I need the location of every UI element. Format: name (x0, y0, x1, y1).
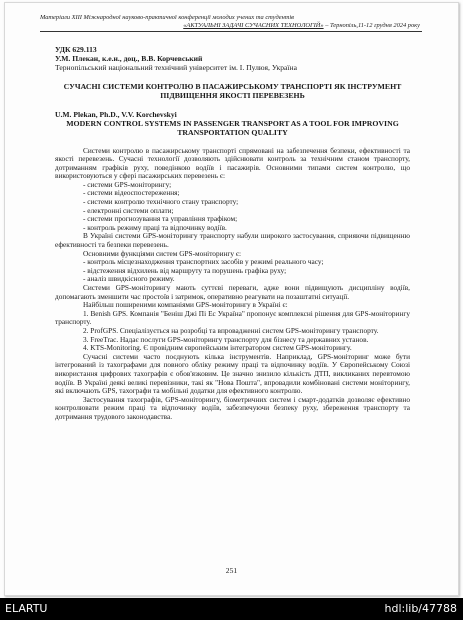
paragraph-gps-functions: Основними функціями систем GPS-моніторингу є: (83, 248, 242, 258)
list-item: - контроль режиму праці та відпочинку водіїв. (83, 222, 227, 232)
handle-identifier: hdl:lib/47788 (384, 602, 457, 615)
companies-list (55, 310, 410, 353)
company-item: 4. KTS-Monitoring. Є провідним європейським інтегратором систем GPS-моніторингу. (83, 343, 352, 353)
footer-bar (0, 598, 463, 620)
repository-name: ELARTU (5, 602, 48, 615)
list-item: - системи прогнозування та управління трафіком; (83, 214, 238, 224)
header-place-date: – Тернопіль,11-12 грудня 2024 року (323, 22, 420, 29)
header-conference-title-line (40, 22, 420, 30)
paragraph-intro: Системи контролю в пасажирському транспорті спрямовані на забезпечення безпеки, ефективності та якості перевезень. Сучасні технології дозволяють здійснювати контроль за технічним станом транспорту, дотриманням графіків руху, поведінкою водіїв і пасажирів. Основними типами систем контролю, що використовуються у сфері пасажирських перевезень є: (55, 145, 410, 181)
authors-english: U.M. Plekan, Ph.D., V.V. Korchevskyi (55, 109, 177, 119)
paragraph-companies-intro: Найбільш поширеними компаніями GPS-моніторингу в Україні є: (83, 300, 288, 310)
gps-functions-list (55, 258, 410, 284)
list-item: - контроль місцезнаходження транспортних засобів у режимі реального часу; (83, 257, 324, 267)
article-body (55, 45, 410, 422)
list-item: - електронні системи оплати; (83, 205, 174, 215)
running-header (40, 14, 420, 30)
paragraph-advantages: Системи GPS-моніторингу мають суттєві переваги, адже вони підвищують дисципліну водіїв, допомагають зменшити час простоїв і затримок, оперативно реагувати на позаштатні ситуації. (55, 283, 410, 301)
header-conference-name: «АКТУАЛЬНІ ЗАДАЧІ СУЧАСНИХ ТЕХНОЛОГІЙ» (183, 22, 324, 29)
control-systems-list (55, 181, 410, 233)
company-item: 2. ProfGPS. Спеціалізується на розробці та впровадженні систем GPS-моніторингу транспорту. (83, 325, 379, 335)
list-item: - системи контролю технічного стану транспорту; (83, 197, 239, 207)
title-english: MODERN CONTROL SYSTEMS IN PASSENGER TRANSPORT AS A TOOL FOR IMPROVING TRANSPORTATION QUALITY (66, 118, 399, 137)
authors-ukrainian: У.М. Плекан, к.е.н., доц., В.В. Корчевський (55, 54, 203, 63)
header-divider (40, 31, 422, 32)
page-number: 251 (225, 566, 238, 575)
udc-code: УДК 629.113 (55, 45, 97, 54)
paragraph-conclusion: Застосування тахографів, GPS-моніторингу, біометричних систем і смарт-додатків дозволяє ефективно контролювати режим праці та відпочинку водіїв, забезпечуючи безпеку руху, збереження транспорту та дотримання трудового законодавства. (55, 394, 410, 421)
list-item: - системи відеоспостереження; (83, 188, 180, 198)
affiliation: Тернопільський національний технічний університет ім. І. Пулюя, Україна (55, 63, 297, 72)
paragraph-combined-systems: Сучасні системи часто поєднують кілька інструментів. Наприклад, GPS-моніторинг може бути інтегрований із тахографами для повного обліку режиму праці та відпочинку водіїв. У Європейському Союзі використання цифрових тахографів є обов'язковим. Це значно знизило кількість ДТП, викликаних перевтомою водіїв. В Україні деякі великі перевізники, такі як "Нова Пошта", впровадили комбіновані системи моніторингу, які включають GPS, тахографи та мобільні додатки для ефективного контролю. (55, 351, 410, 396)
header-conference-line: Матеріали XIII Міжнародної науково-практичної конференції молодих учених та студентів (40, 14, 294, 21)
company-item: 1. Benish GPS. Компанія "Беніш Джі Пі Ес Україна" пропонує комплексні рішення для GPS-моніторингу транспорту. (55, 308, 410, 327)
company-item: 3. FreeTrac. Надає послуги GPS-моніторингу транспорту для бізнесу та державних установ. (83, 334, 369, 344)
list-item: - відстеження відхилень від маршруту та порушень графіка руху; (83, 265, 287, 275)
title-ukrainian: СУЧАСНІ СИСТЕМИ КОНТРОЛЮ В ПАСАЖИРСЬКОМУ ТРАНСПОРТІ ЯК ІНСТРУМЕНТ ПІДВИЩЕННЯ ЯКОСТІ ПЕРЕВЕЗЕНЬ (63, 81, 402, 100)
list-item: - системи GPS-моніторингу; (83, 179, 172, 189)
list-item: - аналіз швидкісного режиму. (83, 274, 175, 284)
paragraph-gps-ukraine: В Україні системи GPS-моніторингу транспорту набули широкого застосування, сприяючи підвищенню ефективності та безпеки перевезень. (55, 231, 410, 250)
